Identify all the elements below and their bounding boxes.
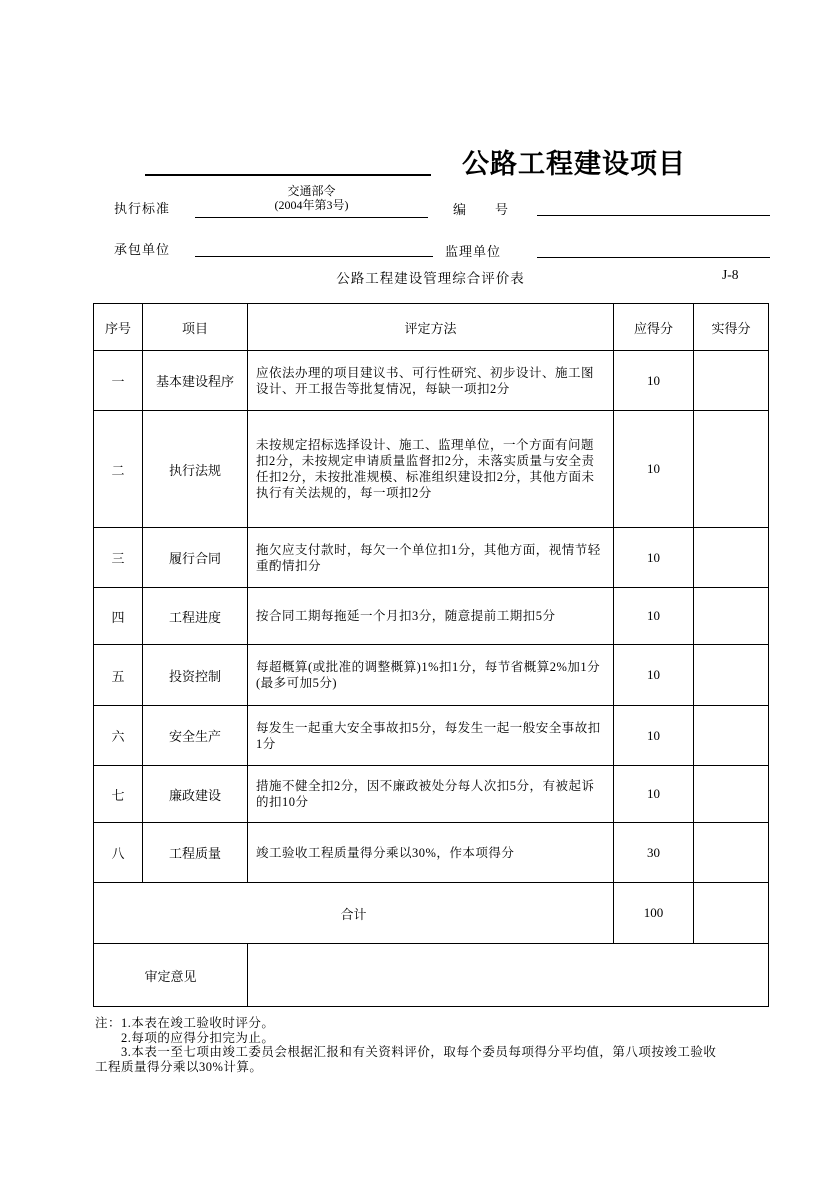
row-method: 应依法办理的项目建议书、可行性研究、初步设计、施工图设计、开工报告等批复情况，每缺一项扣2分	[248, 351, 614, 411]
row-item: 工程质量	[143, 823, 248, 883]
row-method: 拖欠应支付款时，每欠一个单位扣1分，其他方面，视情节轻重酌情扣分	[248, 528, 614, 588]
table-row	[94, 411, 769, 528]
row-method: 每发生一起重大安全事故扣5分，每发生一起一般安全事故扣1分	[248, 706, 614, 766]
row-number: 一	[94, 351, 143, 411]
row-should-score: 10	[614, 351, 694, 411]
row-number: 五	[94, 645, 143, 706]
supervisor-field[interactable]	[537, 227, 770, 258]
supervisor-label: 监理单位	[445, 244, 502, 259]
row-should-score: 10	[614, 645, 694, 706]
table-row	[94, 645, 769, 706]
contractor-field[interactable]	[195, 226, 433, 257]
row-item: 执行法规	[143, 411, 248, 528]
row-number: 八	[94, 823, 143, 883]
col-header-no: 序号	[94, 304, 143, 351]
row-item: 履行合同	[143, 528, 248, 588]
serial-no-label: 编 号	[453, 202, 510, 217]
review-label: 审定意见	[94, 944, 248, 1007]
serial-no-field[interactable]	[537, 185, 770, 216]
row-actual-score[interactable]	[694, 645, 769, 706]
row-item: 基本建设程序	[143, 351, 248, 411]
row-actual-score[interactable]	[694, 528, 769, 588]
total-actual-score[interactable]	[694, 883, 769, 944]
row-actual-score[interactable]	[694, 766, 769, 823]
page-title: 公路工程建设项目	[462, 149, 686, 179]
row-actual-score[interactable]	[694, 411, 769, 528]
row-actual-score[interactable]	[694, 823, 769, 883]
col-header-method: 评定方法	[248, 304, 614, 351]
note-line: 3.本表一至七项由竣工委员会根据汇报和有关资料评价，取每个委员每项得分平均值，第八项按竣工验收	[95, 1045, 717, 1059]
exec-standard-value-line1: 交通部令	[287, 184, 336, 198]
table-row	[94, 351, 769, 411]
row-should-score: 10	[614, 411, 694, 528]
note-line: 注：1.本表在竣工验收时评分。	[95, 1016, 275, 1030]
row-number: 六	[94, 706, 143, 766]
row-item: 投资控制	[143, 645, 248, 706]
row-item: 工程进度	[143, 588, 248, 645]
row-method: 未按规定招标选择设计、施工、监理单位，一个方面有问题扣2分，未按规定申请质量监督扣2分，未落实质量与安全责任扣2分，未按批准规模、标准组织建设扣2分，其他方面未执行有关法规的，每一项扣2分	[248, 411, 614, 528]
table-subtitle: 公路工程建设管理综合评价表	[336, 271, 525, 286]
table-row	[94, 528, 769, 588]
row-item: 安全生产	[143, 706, 248, 766]
exec-standard-label: 执行标准	[114, 201, 171, 216]
col-header-should-score: 应得分	[614, 304, 694, 351]
row-number: 二	[94, 411, 143, 528]
row-method: 措施不健全扣2分，因不廉政被处分每人次扣5分，有被起诉的扣10分	[248, 766, 614, 823]
review-content-cell[interactable]	[248, 944, 769, 1007]
row-should-score: 10	[614, 706, 694, 766]
row-item: 廉政建设	[143, 766, 248, 823]
row-should-score: 30	[614, 823, 694, 883]
total-label: 合计	[94, 883, 614, 944]
row-number: 七	[94, 766, 143, 823]
row-actual-score[interactable]	[694, 588, 769, 645]
row-method: 竣工验收工程质量得分乘以30%，作本项得分	[248, 823, 614, 883]
table-row	[94, 588, 769, 645]
row-method: 每超概算(或批准的调整概算)1%扣1分，每节省概算2%加1分(最多可加5分)	[248, 645, 614, 706]
form-code: J-8	[722, 267, 739, 282]
row-method: 按合同工期每拖延一个月扣3分，随意提前工期扣5分	[248, 588, 614, 645]
row-should-score: 10	[614, 766, 694, 823]
row-should-score: 10	[614, 528, 694, 588]
title-underline	[145, 174, 431, 176]
table-row	[94, 823, 769, 883]
col-header-actual-score: 实得分	[694, 304, 769, 351]
table-row	[94, 706, 769, 766]
evaluation-table	[93, 303, 769, 1007]
review-row	[94, 944, 769, 1007]
table-row	[94, 766, 769, 823]
table-header-row	[94, 304, 769, 351]
exec-standard-field	[195, 183, 428, 218]
exec-standard-value-line2: (2004年第3号)	[274, 198, 349, 212]
row-number: 三	[94, 528, 143, 588]
note-line: 工程质量得分乘以30%计算。	[95, 1059, 263, 1074]
col-header-item: 项目	[143, 304, 248, 351]
total-row	[94, 883, 769, 944]
footer-notes	[95, 1016, 770, 1074]
total-should-score: 100	[614, 883, 694, 944]
contractor-label: 承包单位	[114, 242, 171, 257]
note-line: 2.每项的应得分扣完为止。	[95, 1030, 275, 1045]
row-number: 四	[94, 588, 143, 645]
row-should-score: 10	[614, 588, 694, 645]
row-actual-score[interactable]	[694, 706, 769, 766]
row-actual-score[interactable]	[694, 351, 769, 411]
